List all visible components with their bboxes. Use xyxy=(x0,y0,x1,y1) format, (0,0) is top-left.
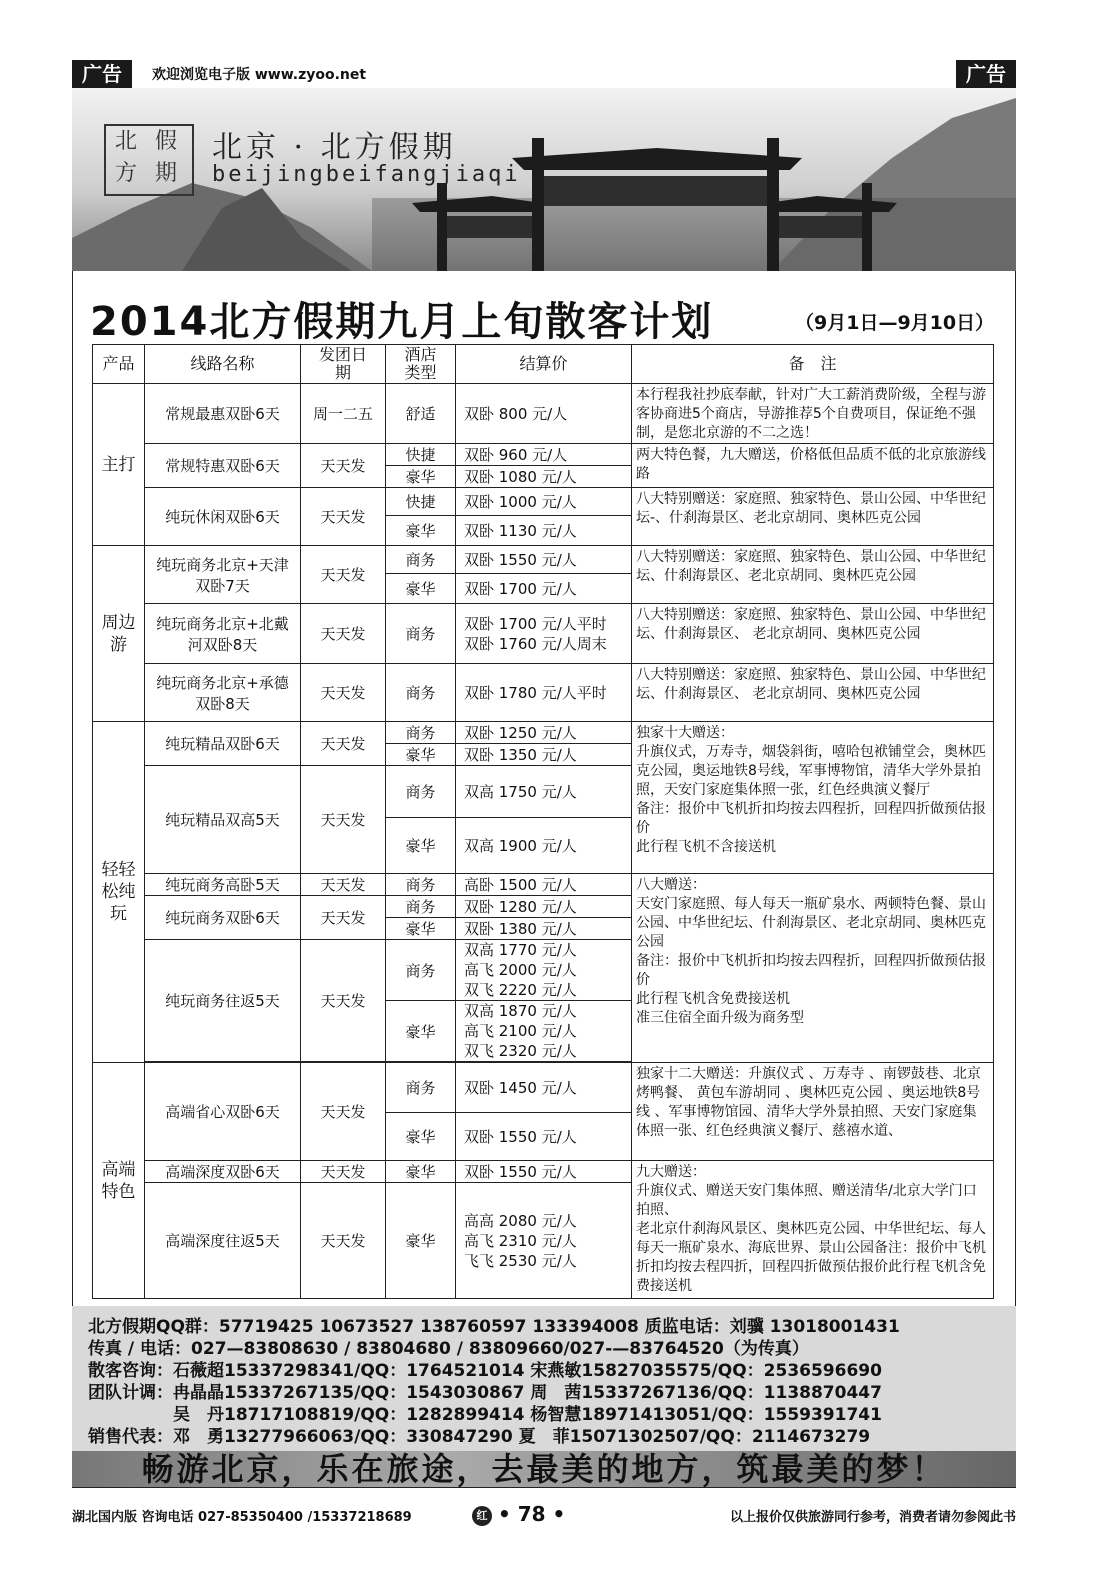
depart-date: 天天发 xyxy=(301,546,386,604)
note: 八大赠送： 天安门家庭照、每人每天一瓶矿泉水、两顿特色餐、景山公园、中华世纪坛、什刹海景区、老北京胡同、奥林匹克公园 备注：报价中飞机折扣均按去四程折，回程四折做预估报价 此行程飞机含免费接送机 准三住宿全面升级为商务型 xyxy=(632,874,994,1063)
price: 双高 1770 元/人 高飞 2000 元/人 双飞 2220 元/人 xyxy=(456,940,632,1001)
price: 双卧 1130 元/人 xyxy=(456,516,632,546)
route-name: 常规特惠双卧6天 xyxy=(145,444,301,488)
table-row xyxy=(93,384,994,444)
note: 八大特别赠送：家庭照、独家特色、景山公园、中华世纪坛、什刹海景区、老北京胡同、奥林匹克公园 xyxy=(632,546,994,604)
depart-date: 天天发 xyxy=(301,488,386,546)
hotel-type: 商务 xyxy=(386,604,456,664)
table-row xyxy=(93,1063,994,1113)
hotel-type: 豪华 xyxy=(386,1113,456,1161)
price: 双卧 1550 元/人 xyxy=(456,1161,632,1183)
hotel-type: 商务 xyxy=(386,664,456,722)
table-row xyxy=(93,444,994,466)
note: 八大特别赠送：家庭照、独家特色、景山公园、中华世纪坛、什刹海景区、 老北京胡同、奥林匹克公园 xyxy=(632,664,994,722)
hotel-type: 豪华 xyxy=(386,744,456,766)
slogan: 畅游北京，乐在旅途，去最美的地方，筑最美的梦！ xyxy=(72,1451,1016,1487)
hotel-type: 商务 xyxy=(386,896,456,918)
contact-line-group: 团队计调：冉晶晶15337267135/QQ：1543030867 周 茜15337267136/QQ：1138870447 xyxy=(88,1383,882,1403)
depart-date: 天天发 xyxy=(301,1183,386,1299)
hotel-type: 商务 xyxy=(386,1063,456,1113)
contact-panel xyxy=(72,1306,1016,1451)
price: 双卧 1550 元/人 xyxy=(456,546,632,574)
header-date: 发团日期 xyxy=(301,345,386,384)
contact-line-fax: 传真 / 电话：027—83808630 / 83804680 / 83809660/027-—83764520（为传真） xyxy=(88,1339,809,1359)
depart-date: 天天发 xyxy=(301,766,386,874)
route-name: 纯玩商务高卧5天 xyxy=(145,874,301,896)
header-route: 线路名称 xyxy=(145,345,301,384)
depart-date: 天天发 xyxy=(301,722,386,766)
table-row xyxy=(93,874,994,896)
footer xyxy=(72,1502,1016,1526)
price: 双高 1750 元/人 xyxy=(456,766,632,818)
banner xyxy=(72,88,1016,271)
category-label: 周边游 xyxy=(93,546,145,722)
route-name: 纯玩商务北京+天津双卧7天 xyxy=(145,546,301,604)
top-bar xyxy=(72,60,1016,90)
route-name: 高端深度往返5天 xyxy=(145,1183,301,1299)
hotel-type: 快捷 xyxy=(386,444,456,466)
hotel-type: 豪华 xyxy=(386,1001,456,1062)
note: 独家十二大赠送：升旗仪式 、万寿寺 、南锣鼓巷、北京烤鸭餐、 黄包车游胡同 、奥林匹克公园 、奥运地铁8号线 、军事博物馆园、清华大学外景拍照、天安门家庭集体照一张、红色经典演义餐厅、慈禧水道、 xyxy=(632,1063,994,1161)
price: 双卧 1450 元/人 xyxy=(456,1063,632,1113)
price: 双卧 1550 元/人 xyxy=(456,1113,632,1161)
brand-name: 北京 · 北方假期 xyxy=(212,130,457,165)
header-price: 结算价 xyxy=(456,345,632,384)
depart-date: 天天发 xyxy=(301,1063,386,1161)
hotel-type: 商务 xyxy=(386,940,456,1001)
price: 双高 1870 元/人 高飞 2100 元/人 双飞 2320 元/人 xyxy=(456,1001,632,1062)
hotel-type: 快捷 xyxy=(386,488,456,516)
hotel-type: 豪华 xyxy=(386,1161,456,1183)
depart-date: 天天发 xyxy=(301,896,386,940)
hotel-type: 豪华 xyxy=(386,516,456,546)
hotel-type: 商务 xyxy=(386,546,456,574)
price: 双卧 1700 元/人 xyxy=(456,574,632,604)
ad-tag-left: 广告 xyxy=(72,60,132,88)
depart-date: 周一二五 xyxy=(301,384,386,444)
note: 独家十大赠送： 升旗仪式，万寿寺，烟袋斜街，嘻哈包袱铺堂会，奥林匹克公园，奥运地铁8号线，军事博物馆，清华大学外景拍照，天安门家庭集体照一张，红色经典演义餐厅 备注：报价中飞机折扣均按去四程折，回程四折做预估报价 此行程飞机不含接送机 xyxy=(632,722,994,874)
route-name: 纯玩精品双卧6天 xyxy=(145,722,301,766)
seal-icon: 红 xyxy=(472,1506,492,1526)
price: 双卧 1350 元/人 xyxy=(456,744,632,766)
hotel-type: 豪华 xyxy=(386,918,456,940)
hotel-type: 豪华 xyxy=(386,574,456,604)
footer-edition: 湖北国内版 咨询电话 027-85350400 /15337218689 xyxy=(72,1510,412,1525)
table-header xyxy=(93,345,994,384)
hotel-type: 商务 xyxy=(386,874,456,896)
price: 双卧 1780 元/人平时 xyxy=(456,664,632,722)
route-name: 纯玩精品双高5天 xyxy=(145,766,301,874)
brand-logo: 北 假 方 期 xyxy=(104,124,194,196)
note: 本行程我社抄底奉献，针对广大工薪消费阶级，全程与游客协商进5个商店，导游推荐5个自费项目，保证绝不强制，是您北京游的不二之选！ xyxy=(632,384,994,444)
price: 双卧 1380 元/人 xyxy=(456,918,632,940)
depart-date: 天天发 xyxy=(301,664,386,722)
hotel-type: 商务 xyxy=(386,766,456,818)
header-note: 备 注 xyxy=(632,345,994,384)
route-name: 高端省心双卧6天 xyxy=(145,1063,301,1161)
route-name: 常规最惠双卧6天 xyxy=(145,384,301,444)
tour-plan-table xyxy=(92,344,994,1299)
route-name: 纯玩商务往返5天 xyxy=(145,940,301,1062)
price: 双卧 1280 元/人 xyxy=(456,896,632,918)
route-name: 纯玩休闲双卧6天 xyxy=(145,488,301,546)
route-name: 纯玩商务北京+北戴河双卧8天 xyxy=(145,604,301,664)
note: 九大赠送： 升旗仪式、赠送天安门集体照、赠送清华/北京大学门口拍照、 老北京什刹海风景区、奥林匹克公园、中华世纪坛、每人每天一瓶矿泉水、海底世界、景山公园备注：报价中飞机折扣均按去程四折，回程四折做预估报价此行程飞机含免费接送机 xyxy=(632,1161,994,1299)
depart-date: 天天发 xyxy=(301,874,386,896)
price: 双卧 960 元/人 xyxy=(456,444,632,466)
page-title: 2014北方假期九月上旬散客计划 xyxy=(90,299,714,345)
contact-line-individual: 散客咨询：石薇超15337298341/QQ：1764521014 宋燕敏15827035575/QQ：2536596690 xyxy=(88,1361,882,1381)
price: 双高 1900 元/人 xyxy=(456,818,632,874)
header-product: 产品 xyxy=(93,345,145,384)
contact-line-sales: 销售代表：邓 勇13277966063/QQ：330847290 夏 菲15071302507/QQ：2114673279 xyxy=(88,1427,871,1447)
route-name: 纯玩商务北京+承德双卧8天 xyxy=(145,664,301,722)
price: 高高 2080 元/人 高飞 2310 元/人 飞飞 2530 元/人 xyxy=(456,1183,632,1299)
category-label: 轻轻松纯玩 xyxy=(93,722,145,1063)
table-row xyxy=(93,664,994,722)
ad-tag-right: 广告 xyxy=(956,60,1016,88)
price: 高卧 1500 元/人 xyxy=(456,874,632,896)
note: 八大特别赠送：家庭照、独家特色、景山公园、中华世纪坛、什刹海景区、 老北京胡同、奥林匹克公园 xyxy=(632,604,994,664)
table-row xyxy=(93,722,994,744)
welcome-text[interactable]: 欢迎浏览电子版 www.zyoo.net xyxy=(152,67,367,83)
price: 双卧 1080 元/人 xyxy=(456,466,632,488)
hotel-type: 舒适 xyxy=(386,384,456,444)
price: 双卧 1250 元/人 xyxy=(456,722,632,744)
table-row xyxy=(93,546,994,574)
price: 双卧 800 元/人 xyxy=(456,384,632,444)
category-label: 高端特色 xyxy=(93,1063,145,1299)
table-row xyxy=(93,488,994,516)
depart-date: 天天发 xyxy=(301,1161,386,1183)
depart-date: 天天发 xyxy=(301,604,386,664)
hotel-type: 商务 xyxy=(386,722,456,744)
contact-line-qq: 北方假期QQ群：57719425 10673527 138760597 133394008 质监电话：刘骥 13018001431 xyxy=(88,1317,900,1337)
category-label: 主打 xyxy=(93,384,145,546)
page-number: 红 • 78 • xyxy=(472,1502,565,1526)
depart-date: 天天发 xyxy=(301,940,386,1062)
contact-line-group-2: 吴 丹18717108819/QQ：1282899414 杨智慧18971413051/QQ：1559391741 xyxy=(88,1405,882,1425)
hotel-type: 豪华 xyxy=(386,818,456,874)
price: 双卧 1700 元/人平时 双卧 1760 元/人周末 xyxy=(456,604,632,664)
footer-disclaimer: 以上报价仅供旅游同行参考，消费者请勿参阅此书 xyxy=(729,1510,1016,1525)
route-name: 纯玩商务双卧6天 xyxy=(145,896,301,940)
header-hotel: 酒店类型 xyxy=(386,345,456,384)
route-name: 高端深度双卧6天 xyxy=(145,1161,301,1183)
brand-pinyin: beijingbeifangjiaqi xyxy=(212,162,521,187)
hotel-type: 豪华 xyxy=(386,1183,456,1299)
table-row xyxy=(93,1161,994,1183)
note: 八大特别赠送：家庭照、独家特色、景山公园、中华世纪坛-、什刹海景区、老北京胡同、奥林匹克公园 xyxy=(632,488,994,546)
note: 两大特色餐，九大赠送，价格低但品质不低的北京旅游线路 xyxy=(632,444,994,488)
table-row xyxy=(93,604,994,664)
price: 双卧 1000 元/人 xyxy=(456,488,632,516)
depart-date: 天天发 xyxy=(301,444,386,488)
date-range: （9月1日—9月10日） xyxy=(795,312,995,334)
hotel-type: 豪华 xyxy=(386,466,456,488)
